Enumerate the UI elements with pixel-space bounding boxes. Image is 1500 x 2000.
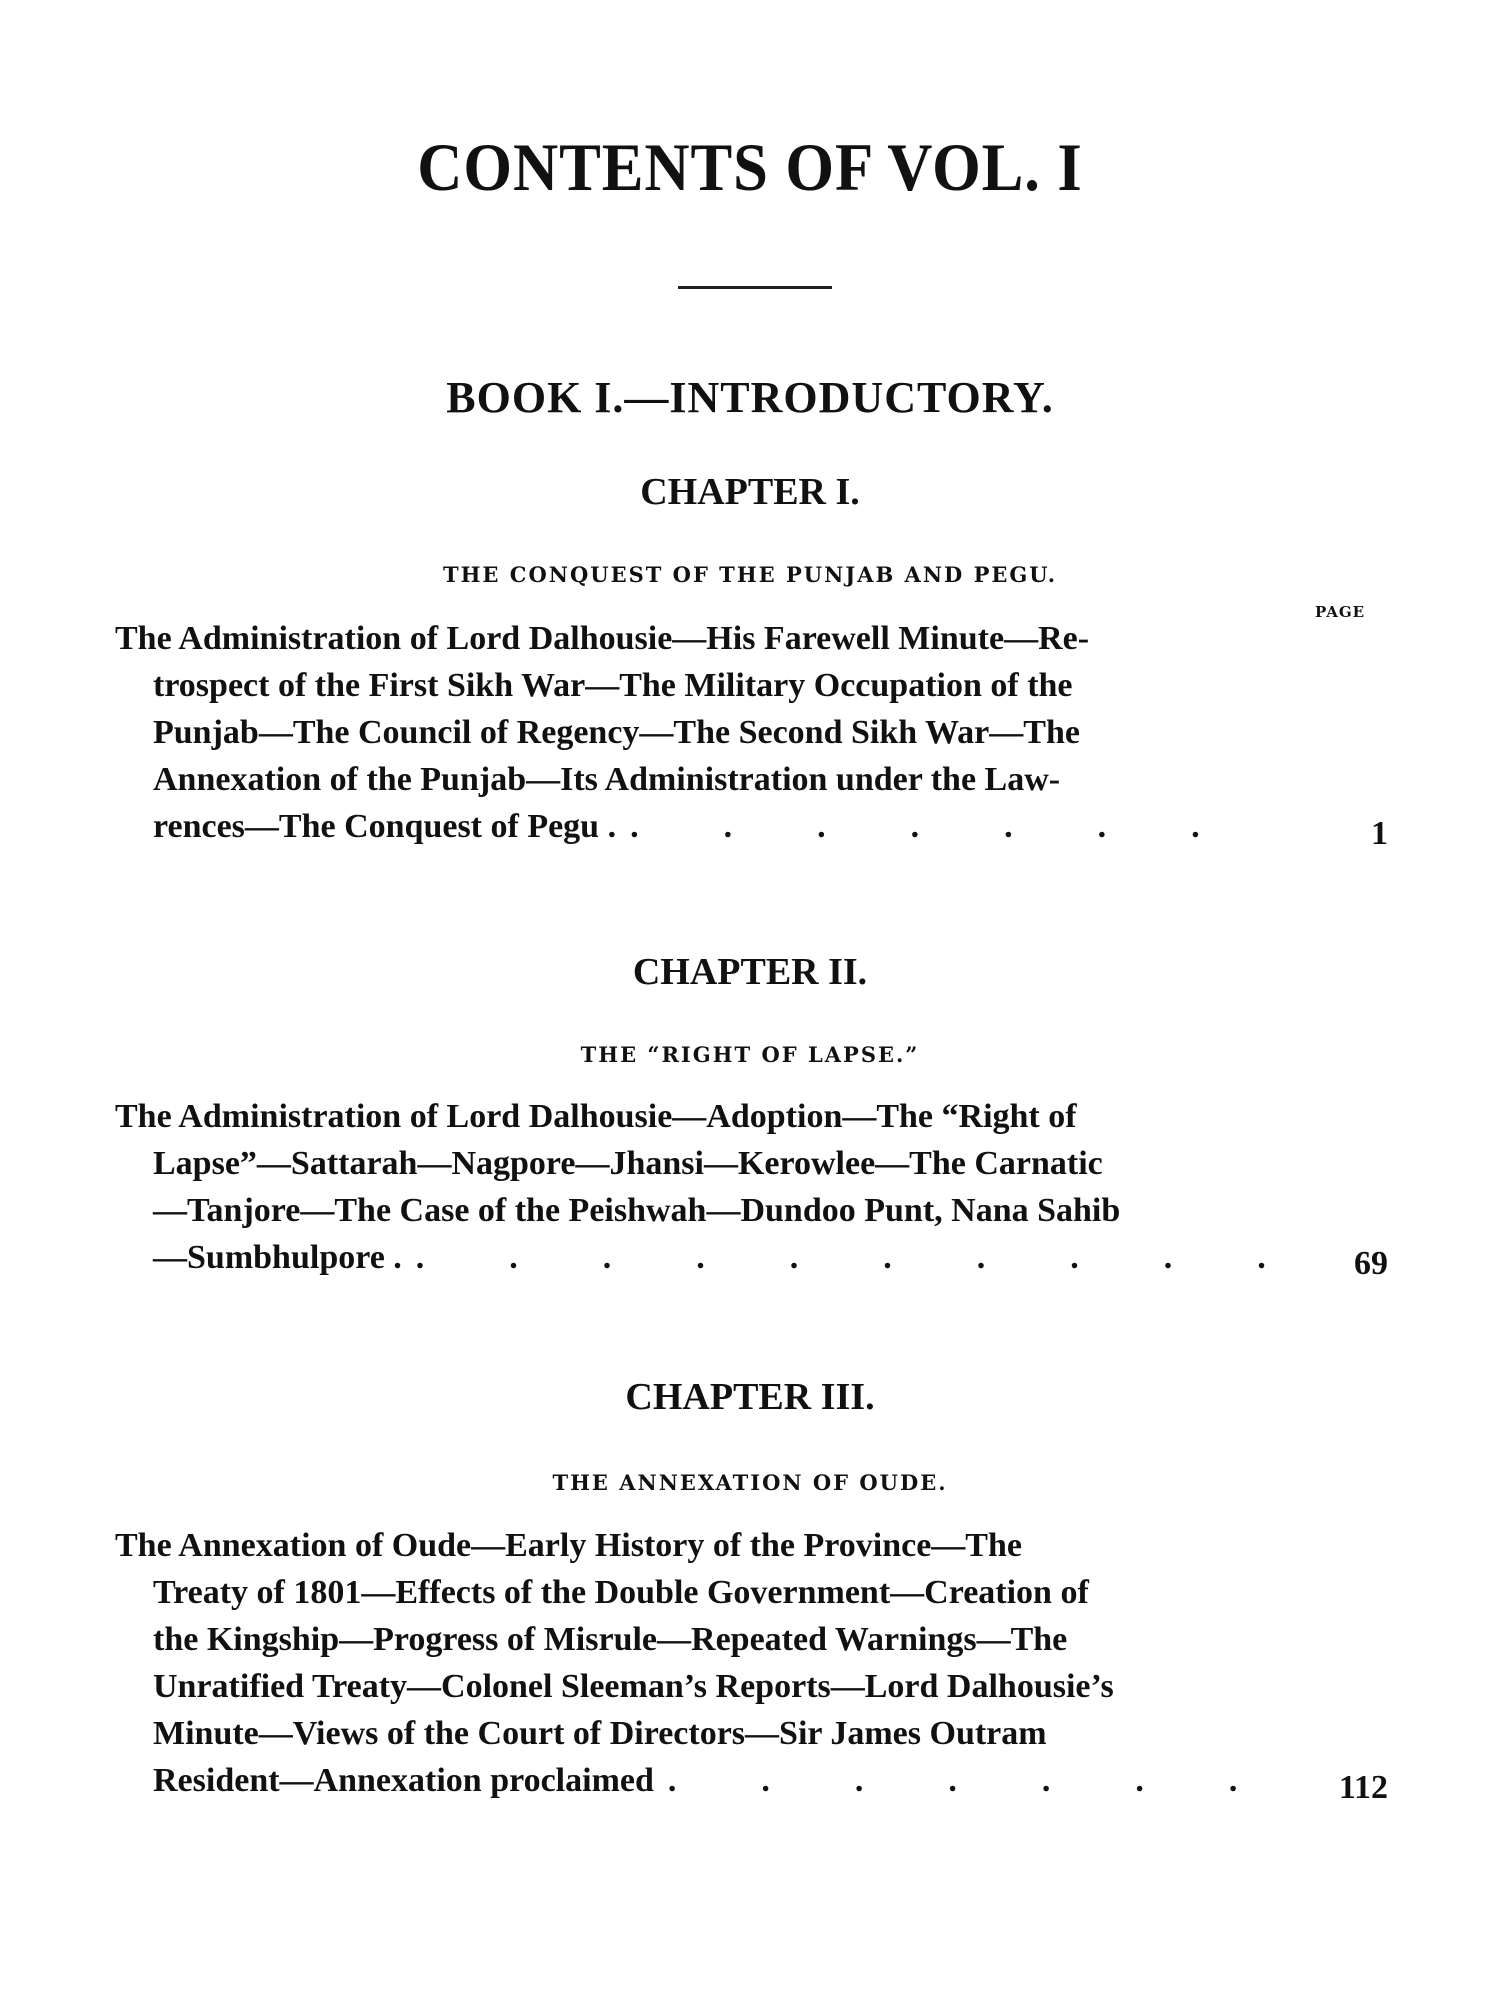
summary-line: Lapse”—Sattarah—Nagpore—Jhansi—Kerowlee—The Carnatic [153,1145,1103,1182]
dot-leader [654,1757,1285,1804]
summary-line: Treaty of 1801—Effects of the Double Government—Creation of [153,1574,1089,1611]
chapter-3-summary [115,1522,1285,1804]
chapter-2-summary [115,1093,1285,1281]
summary-line: The Administration of Lord Dalhousie—Adoption—The “Right of [115,1098,1077,1135]
chapter-3-page-number: 112 [1338,1769,1388,1806]
chapter-1-summary [115,615,1285,850]
summary-line: Punjab—The Council of Regency—The Second Sikh War—The [153,714,1080,751]
chapter-1-subtitle: THE CONQUEST OF THE PUNJAB AND PEGU. [442,562,1058,587]
summary-line-text: Resident—Annexation proclaimed [153,1762,654,1799]
dot-leader [616,803,1285,850]
chapter-3-heading: CHAPTER III. [625,1376,875,1418]
chapter-1-heading: CHAPTER I. [640,471,860,513]
summary-line: the Kingship—Progress of Misrule—Repeated Warnings—The [153,1621,1068,1658]
page-column-label: PAGE [1315,603,1366,621]
summary-line: Minute—Views of the Court of Directors—Sir James Outram [153,1715,1047,1752]
summary-line [115,1757,1285,1804]
summary-line: trospect of the First Sikh War—The Military Occupation of the [153,667,1073,704]
chapter-2-page-number: 69 [1354,1245,1388,1282]
chapter-1-page-number: 1 [1371,815,1388,852]
summary-line: The Annexation of Oude—Early History of the Province—The [115,1527,1022,1564]
book-heading: BOOK I.—INTRODUCTORY. [446,373,1054,422]
summary-line [115,1234,1285,1281]
summary-line [115,803,1285,850]
summary-line-text: —Sumbhulpore . [153,1239,402,1276]
summary-line-text: rences—The Conquest of Pegu . [153,808,617,845]
chapter-2-subtitle: THE “RIGHT OF LAPSE.” [580,1042,920,1067]
dot-leader [402,1234,1285,1281]
summary-line: Unratified Treaty—Colonel Sleeman’s Reports—Lord Dalhousie’s [153,1668,1114,1705]
summary-line: The Administration of Lord Dalhousie—His Farewell Minute—Re- [115,620,1090,657]
chapter-3-subtitle: THE ANNEXATION OF OUDE. [552,1470,948,1495]
summary-line: Annexation of the Punjab—Its Administration under the Law- [153,761,1061,798]
page-title: CONTENTS OF VOL. I [417,129,1083,205]
chapter-2-heading: CHAPTER II. [632,951,868,993]
title-rule [678,286,832,289]
summary-line: —Tanjore—The Case of the Peishwah—Dundoo Punt, Nana Sahib [153,1192,1121,1229]
